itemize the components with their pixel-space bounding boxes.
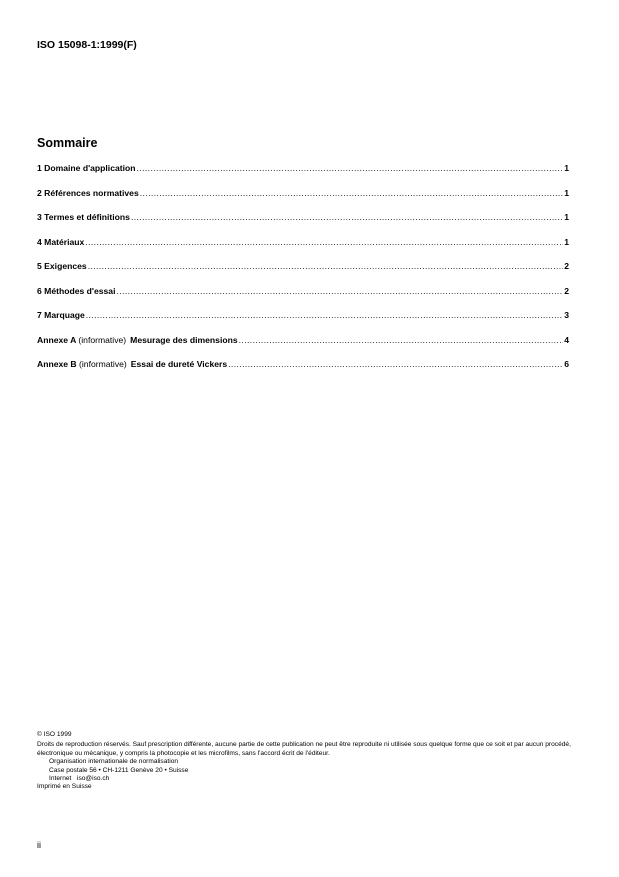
- copyright-line: © ISO 1999: [37, 731, 72, 738]
- toc-leader-dots: [88, 261, 564, 271]
- toc-leader-dots: [85, 237, 563, 247]
- annex-label: Annexe A: [37, 334, 76, 345]
- toc-entry-page: 4: [564, 334, 569, 345]
- toc-leader-dots: [228, 359, 563, 369]
- toc-entry-page: 3: [564, 310, 569, 320]
- toc-entry-materials[interactable]: [37, 237, 569, 262]
- toc-entry-terms-definitions[interactable]: [37, 212, 569, 237]
- toc-leader-dots: [137, 163, 564, 173]
- toc-entry-label: [37, 335, 238, 345]
- annex-label: Annexe B: [37, 359, 77, 369]
- toc-entry-page: 6: [564, 359, 569, 369]
- toc-leader-dots: [239, 335, 564, 345]
- toc-entry-label: 2 Références normatives: [37, 187, 139, 198]
- toc-leader-dots: [86, 310, 563, 320]
- annex-informative: (informative): [79, 359, 127, 369]
- toc-leader-dots: [116, 286, 563, 296]
- toc-leader-dots: [140, 188, 563, 198]
- toc-entry-label: 1 Domaine d'application: [37, 163, 136, 173]
- document-id: ISO 15098-1:1999(F): [37, 39, 137, 51]
- email-link[interactable]: iso@iso.ch: [77, 775, 110, 783]
- toc-entry-page: 1: [564, 236, 569, 247]
- toc-entry-requirements[interactable]: [37, 261, 569, 286]
- toc-entry-page: 1: [564, 163, 569, 173]
- toc-entry-label: 4 Matériaux: [37, 236, 85, 247]
- internet-label: Internet: [49, 775, 72, 783]
- rights-statement: Droits de reproduction réservés. Sauf prescription différente, aucune partie de cette publication ne peut être reproduite ni utilisée sous quelque forme que ce soit et par aucun procédé, électronique ou mécanique, y compris la photocopie et les microfilms, sans l'accord écrit de l'éditeur.: [37, 741, 571, 757]
- toc-entry-normative-references[interactable]: [37, 188, 569, 213]
- toc-entry-marking[interactable]: [37, 310, 569, 335]
- toc-entry-page: 2: [564, 285, 569, 296]
- toc-entry-annex-b[interactable]: [37, 359, 569, 384]
- annex-title: Mesurage des dimensions: [130, 334, 238, 345]
- toc-entry-label: 7 Marquage: [37, 310, 85, 320]
- printed-in: Imprimé en Suisse: [37, 783, 92, 791]
- table-of-contents: [37, 163, 569, 384]
- postal-address: Case postale 56 • CH-1211 Genève 20 • Suisse: [49, 766, 189, 774]
- page-number: ii: [37, 840, 41, 850]
- toc-entry-label: [37, 359, 227, 369]
- toc-entry-test-methods[interactable]: [37, 286, 569, 311]
- toc-entry-label: 3 Termes et définitions: [37, 212, 130, 222]
- toc-leader-dots: [131, 212, 563, 222]
- annex-title: Essai de dureté Vickers: [130, 359, 228, 369]
- toc-title: Sommaire: [37, 136, 98, 150]
- organization-name: Organisation internationale de normalisation: [49, 758, 179, 766]
- toc-entry-page: 1: [564, 212, 569, 222]
- toc-entry-page: 1: [564, 187, 569, 198]
- toc-entry-annex-a[interactable]: [37, 335, 569, 360]
- toc-entry-scope[interactable]: [37, 163, 569, 188]
- internet-line: [37, 775, 582, 783]
- annex-informative: (informative): [78, 334, 127, 345]
- toc-entry-label: 5 Exigences: [37, 261, 87, 271]
- toc-entry-label: 6 Méthodes d'essai: [37, 285, 116, 296]
- toc-entry-page: 2: [564, 261, 569, 271]
- copyright-notice: [37, 731, 582, 792]
